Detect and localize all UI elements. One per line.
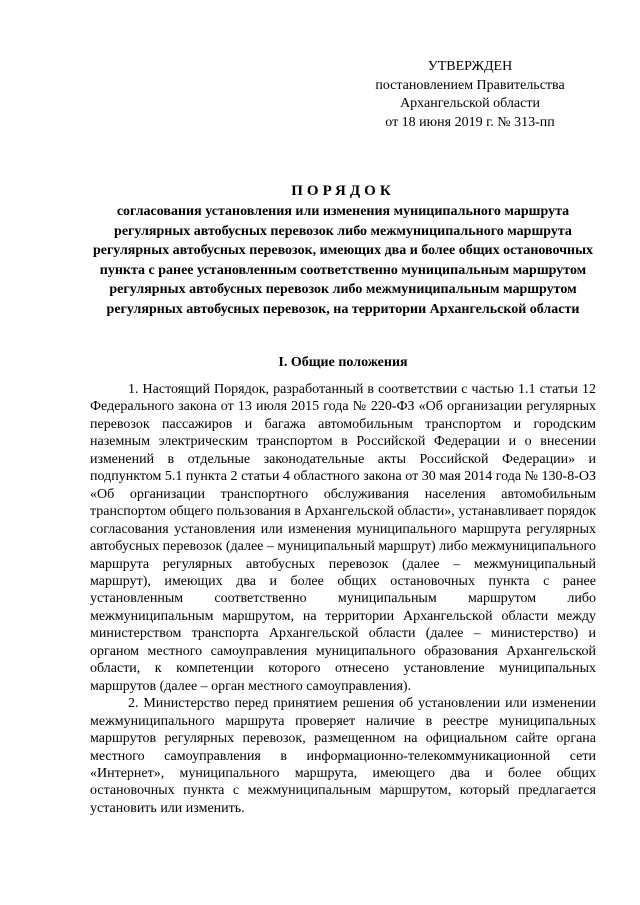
approval-status: УТВЕРЖДЕН [427, 59, 513, 74]
document-body [90, 381, 596, 817]
approval-authority: постановлением Правительства [375, 77, 565, 93]
approval-stamp [360, 58, 580, 132]
approval-region: Архангельской области [400, 96, 540, 111]
section-heading: I. Общие положения [278, 355, 408, 370]
approval-date-number: от 18 июня 2019 г. № 313-пп [385, 114, 555, 130]
document-subtitle: согласования установления или изменения муниципального маршрута регулярных автобусных перевозок либо межмуниципального маршрута регулярных автобусных перевозок, имеющих два и более общих остановочных пункта с ранее установленным соответственно муниципальным маршрутом регулярных автобусных перевозок либо межмуниципальным маршрутом регулярных автобусных перевозок, на территории Архангельской области [92, 204, 594, 317]
document-title: ПОРЯДОК [291, 183, 395, 199]
paragraph-1: 1. Настоящий Порядок, разработанный в соответствии с частью 1.1 статьи 12 Федерального закона от 13 июля 2015 года № 220-ФЗ «Об организации регулярных перевозок пассажиров и багажа автомобильным транспортом и городским наземным электрическим транспортом в Российской Федерации и о внесении изменений в отдельные законодательные акты Российской Федерации» и подпунктом 5.1 пункта 2 статьи 4 областного закона от 30 мая 2014 года № 130-8-ОЗ «Об организации транспортного обслуживания населения автомобильным транспортом общего пользования в Архангельской области», устанавливает порядок согласования установления или изменения муниципального маршрута регулярных автобусных перевозок (далее – муниципальный маршрут) либо межмуниципального маршрута регулярных автобусных перевозок (далее – межмуниципальный маршрут), имеющих два и более общих остановочных пункта с ранее установленным соответственно муниципальным маршрутом либо межмуниципальным маршрутом, на территории Архангельской области между министерством транспорта Архангельской области (далее – министерство) и органом местного самоуправления муниципального образования Архангельской области, к компетенции которого отнесено установление муниципальных маршрутов (далее – орган местного самоуправления). [90, 382, 596, 694]
document-title-block [90, 182, 596, 319]
paragraph-2: 2. Министерство перед принятием решения об установлении или изменении межмуниципального маршрута проверяет наличие в реестре муниципальных маршрутов регулярных перевозок, размещенном на официальном сайте органа местного самоуправления в информационно-телекоммуникационной сети «Интернет», муниципального маршрута, имеющего два и более общих остановочных пункта с межмуниципальным маршрутом, который предлагается установить или изменить. [90, 696, 596, 816]
